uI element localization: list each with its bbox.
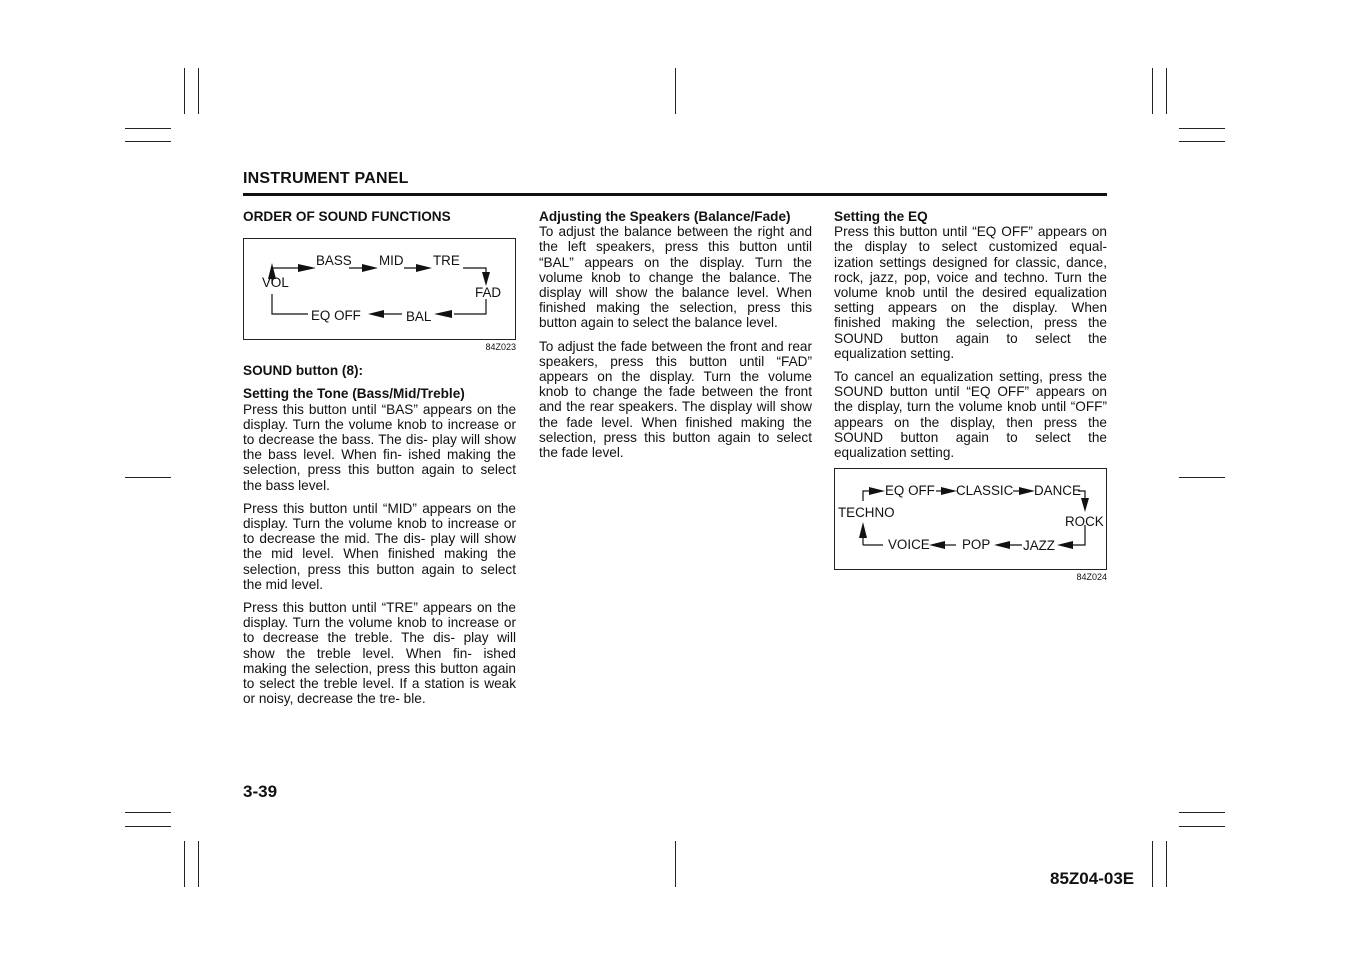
column-middle <box>539 209 812 468</box>
document-code: 85Z04-03E <box>1050 869 1135 888</box>
crop-mark <box>1152 841 1153 887</box>
crop-mark <box>1179 128 1225 129</box>
crop-mark <box>1179 141 1225 142</box>
crop-mark <box>125 812 171 813</box>
paragraph: Press this button until “TRE” appears on the display. Turn the volume knob to increase or to decrease the treble. The dis- play will show the treble level. When fin- ished making the selection, press this button again to select the treble level. If a station is weak or noisy, decrease the tre- ble. <box>243 600 516 707</box>
crop-mark <box>125 128 171 129</box>
figure-code: 84Z023 <box>485 342 516 353</box>
sound-button-heading: SOUND button (8): <box>243 363 364 379</box>
label-mid: MID <box>379 253 404 269</box>
header-rule <box>243 193 1107 196</box>
tone-heading: Setting the Tone (Bass/Mid/Treble) <box>243 386 465 402</box>
crop-mark <box>184 841 185 887</box>
paragraph: To adjust the fade between the front and rear speakers, press this button until “FAD” appears on the display. Turn the volume knob to change the fade between the front and the rear speakers. The display will show the fade level. When finished making the selection, press this button again to select the fade level. <box>539 338 812 461</box>
paragraph: Press this button until “MID” appears on the display. Turn the volume knob to increase or to decrease the mid. The dis- play will show the mid level. When finished making the selection, press this button again to select the mid level. <box>243 500 516 592</box>
crop-mark <box>125 826 171 827</box>
crop-mark <box>1152 68 1153 114</box>
column-left <box>243 209 516 714</box>
paragraph: Press this button until “EQ OFF” appears on the display to select customized equal- ization settings designed for classic, dance, rock, jazz, pop, voice and techno. Turn the volume knob until the desired equalization setting appears on the display. When finished making the selection, press the SOUND button again to select the equalization setting. <box>834 224 1107 361</box>
crop-mark <box>1166 68 1167 114</box>
label-tre: TRE <box>433 253 460 269</box>
sound-functions-diagram <box>243 238 516 340</box>
crop-mark <box>675 841 676 887</box>
crop-mark <box>198 841 199 887</box>
crop-mark <box>1179 826 1225 827</box>
label-jazz: JAZZ <box>1023 538 1055 554</box>
crop-mark <box>184 68 185 114</box>
label-classic: CLASSIC <box>956 483 1014 499</box>
label-techno: TECHNO <box>838 505 895 521</box>
order-heading: ORDER OF SOUND FUNCTIONS <box>243 209 451 224</box>
label-vol: VOL <box>262 275 289 291</box>
paragraph: Press this button until “BAS” appears on the display. Turn the volume knob to increase or to decrease the bass. The dis- play will show the bass level. When fin- ished making the selection, press this button again to select the bass level. <box>243 401 516 493</box>
figure-code: 84Z024 <box>1076 572 1107 583</box>
label-eq-off: EQ OFF <box>885 483 935 499</box>
crop-mark <box>125 141 171 142</box>
paragraph: To adjust the balance between the right and the left speakers, press this button until “BAL” appears on the display. Turn the volume knob to change the balance. The display will show the balance level. When finished making the selection, press this button again to select the balance level. <box>539 224 812 331</box>
label-eq-off: EQ OFF <box>311 308 361 324</box>
eq-heading: Setting the EQ <box>834 209 928 224</box>
label-voice: VOICE <box>888 537 930 553</box>
label-dance: DANCE <box>1034 483 1081 499</box>
crop-mark <box>675 68 676 114</box>
section-title: INSTRUMENT PANEL <box>243 170 409 187</box>
label-pop: POP <box>962 537 991 553</box>
crop-mark <box>125 477 171 478</box>
label-rock: ROCK <box>1065 514 1104 530</box>
crop-mark <box>1179 477 1225 478</box>
crop-mark <box>198 68 199 114</box>
crop-mark <box>1179 812 1225 813</box>
eq-settings-diagram <box>834 468 1107 570</box>
column-right <box>834 209 1107 583</box>
label-bal: BAL <box>406 309 432 325</box>
speakers-heading: Adjusting the Speakers (Balance/Fade) <box>539 209 791 224</box>
page-number: 3-39 <box>243 782 278 801</box>
label-bass: BASS <box>316 253 352 269</box>
paragraph: To cancel an equalization setting, press the SOUND button until “EQ OFF” appears on the display, turn the volume knob until “OFF” appears on the display, then press the SOUND button again to select the equalization setting. <box>834 369 1107 461</box>
crop-mark <box>1166 841 1167 887</box>
label-fad: FAD <box>475 285 502 301</box>
